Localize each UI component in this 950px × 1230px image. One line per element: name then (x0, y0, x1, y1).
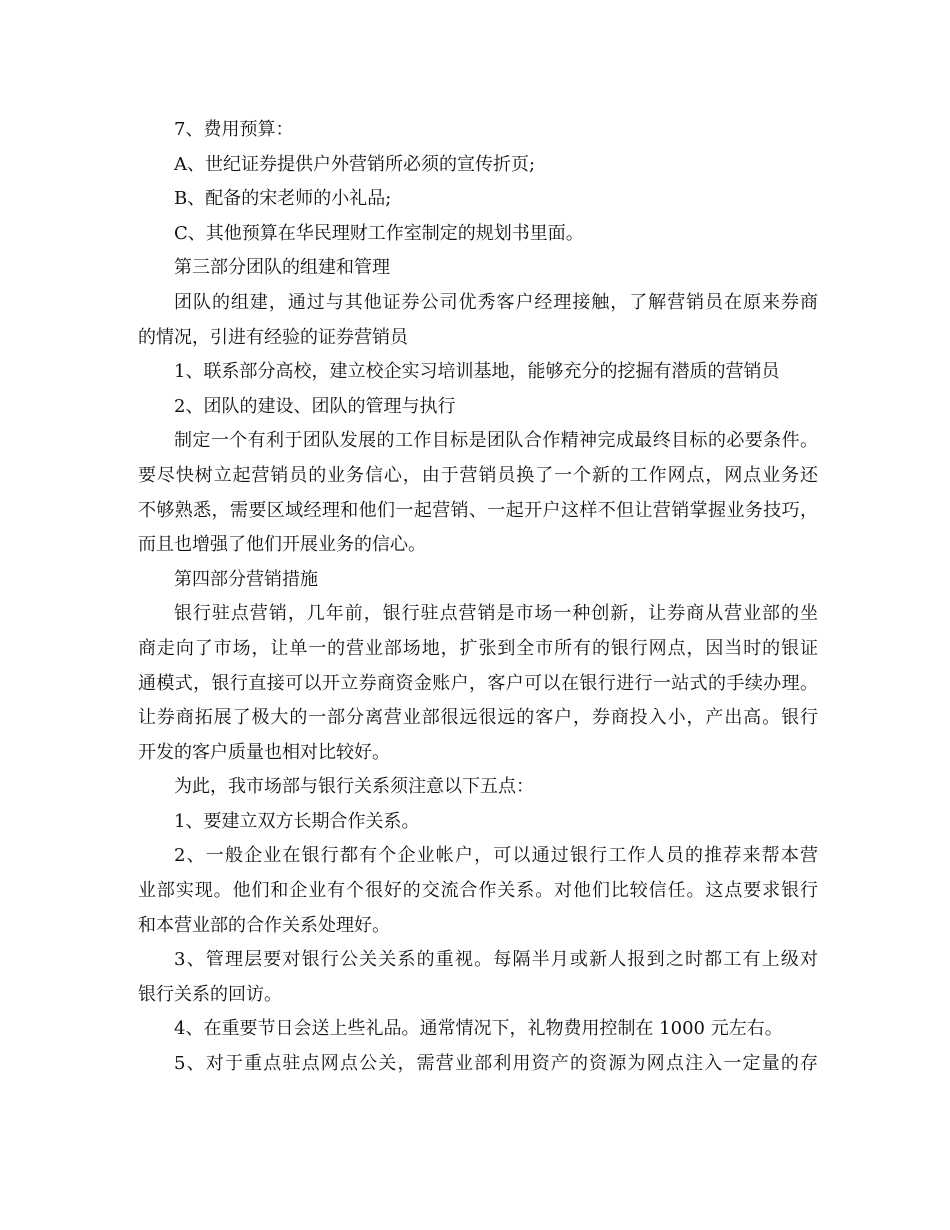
text-line: 制定一个有利于团队发展的工作目标是团队合作精神完成最终目标的必要条件。 (174, 430, 818, 452)
text-line: 业部实现。他们和企业有个很好的交流合作关系。对他们比较信任。这点要求银行 (138, 880, 818, 902)
text-line: 为此，我市场部与银行关系须注意以下五点： (174, 776, 534, 798)
text-line: B、配备的宋老师的小礼品; (174, 188, 392, 210)
text-line: 1、联系部分高校，建立校企实习培训基地，能够充分的挖掘有潜质的营销员 (174, 361, 780, 383)
text-line: 要尽快树立起营销员的业务信心，由于营销员换了一个新的工作网点，网点业务还 (138, 464, 818, 486)
text-line: 开发的客户质量也相对比较好。 (138, 741, 390, 763)
text-line: 4、在重要节日会送上些礼品。通常情况下，礼物费用控制在 1000 元左右。 (174, 1018, 783, 1040)
text-line: 不够熟悉，需要区域经理和他们一起营销、一起开户这样不但让营销掌握业务技巧， (138, 499, 818, 521)
text-line: 第三部分团队的组建和管理 (174, 257, 390, 279)
text-line: 第四部分营销措施 (174, 568, 318, 590)
text-line: 银行驻点营销，几年前，银行驻点营销是市场一种创新，让券商从营业部的坐 (174, 603, 818, 625)
text-line: 7、费用预算： (174, 119, 294, 140)
text-line: 3、管理层要对银行公关关系的重视。每隔半月或新人报到之时都工有上级对 (174, 949, 818, 971)
text-line: 5、对于重点驻点网点公关，需营业部利用资产的资源为网点注入一定量的存 (174, 1053, 818, 1075)
text-line: 商走向了市场，让单一的营业部场地，扩张到全市所有的银行网点，因当时的银证 (138, 637, 818, 659)
text-line: A、世纪证券提供户外营销所必须的宣传折页; (174, 153, 536, 175)
text-line: 2、一般企业在银行都有个企业帐户，可以通过银行工作人员的推荐来帮本营 (174, 845, 818, 867)
document-body (138, 113, 818, 1082)
text-line: 的情况，引进有经验的证券营销员 (138, 326, 408, 348)
text-line: 通模式，银行直接可以开立券商资金账户，客户可以在银行进行一站式的手续办理。 (138, 672, 818, 694)
text-line: 和本营业部的合作关系处理好。 (138, 914, 390, 936)
text-line: 而且也增强了他们开展业务的信心。 (138, 534, 426, 556)
text-line: 团队的组建，通过与其他证券公司优秀客户经理接触，了解营销员在原来券商 (174, 291, 818, 313)
text-line: 2、团队的建设、团队的管理与执行 (174, 395, 456, 417)
text-line: 让券商拓展了极大的一部分离营业部很远很远的客户，券商投入小，产出高。银行 (138, 707, 818, 729)
text-line: 银行关系的回访。 (138, 983, 282, 1005)
text-line: C、其他预算在华民理财工作室制定的规划书里面。 (174, 222, 584, 244)
text-line: 1、要建立双方长期合作关系。 (174, 810, 420, 832)
